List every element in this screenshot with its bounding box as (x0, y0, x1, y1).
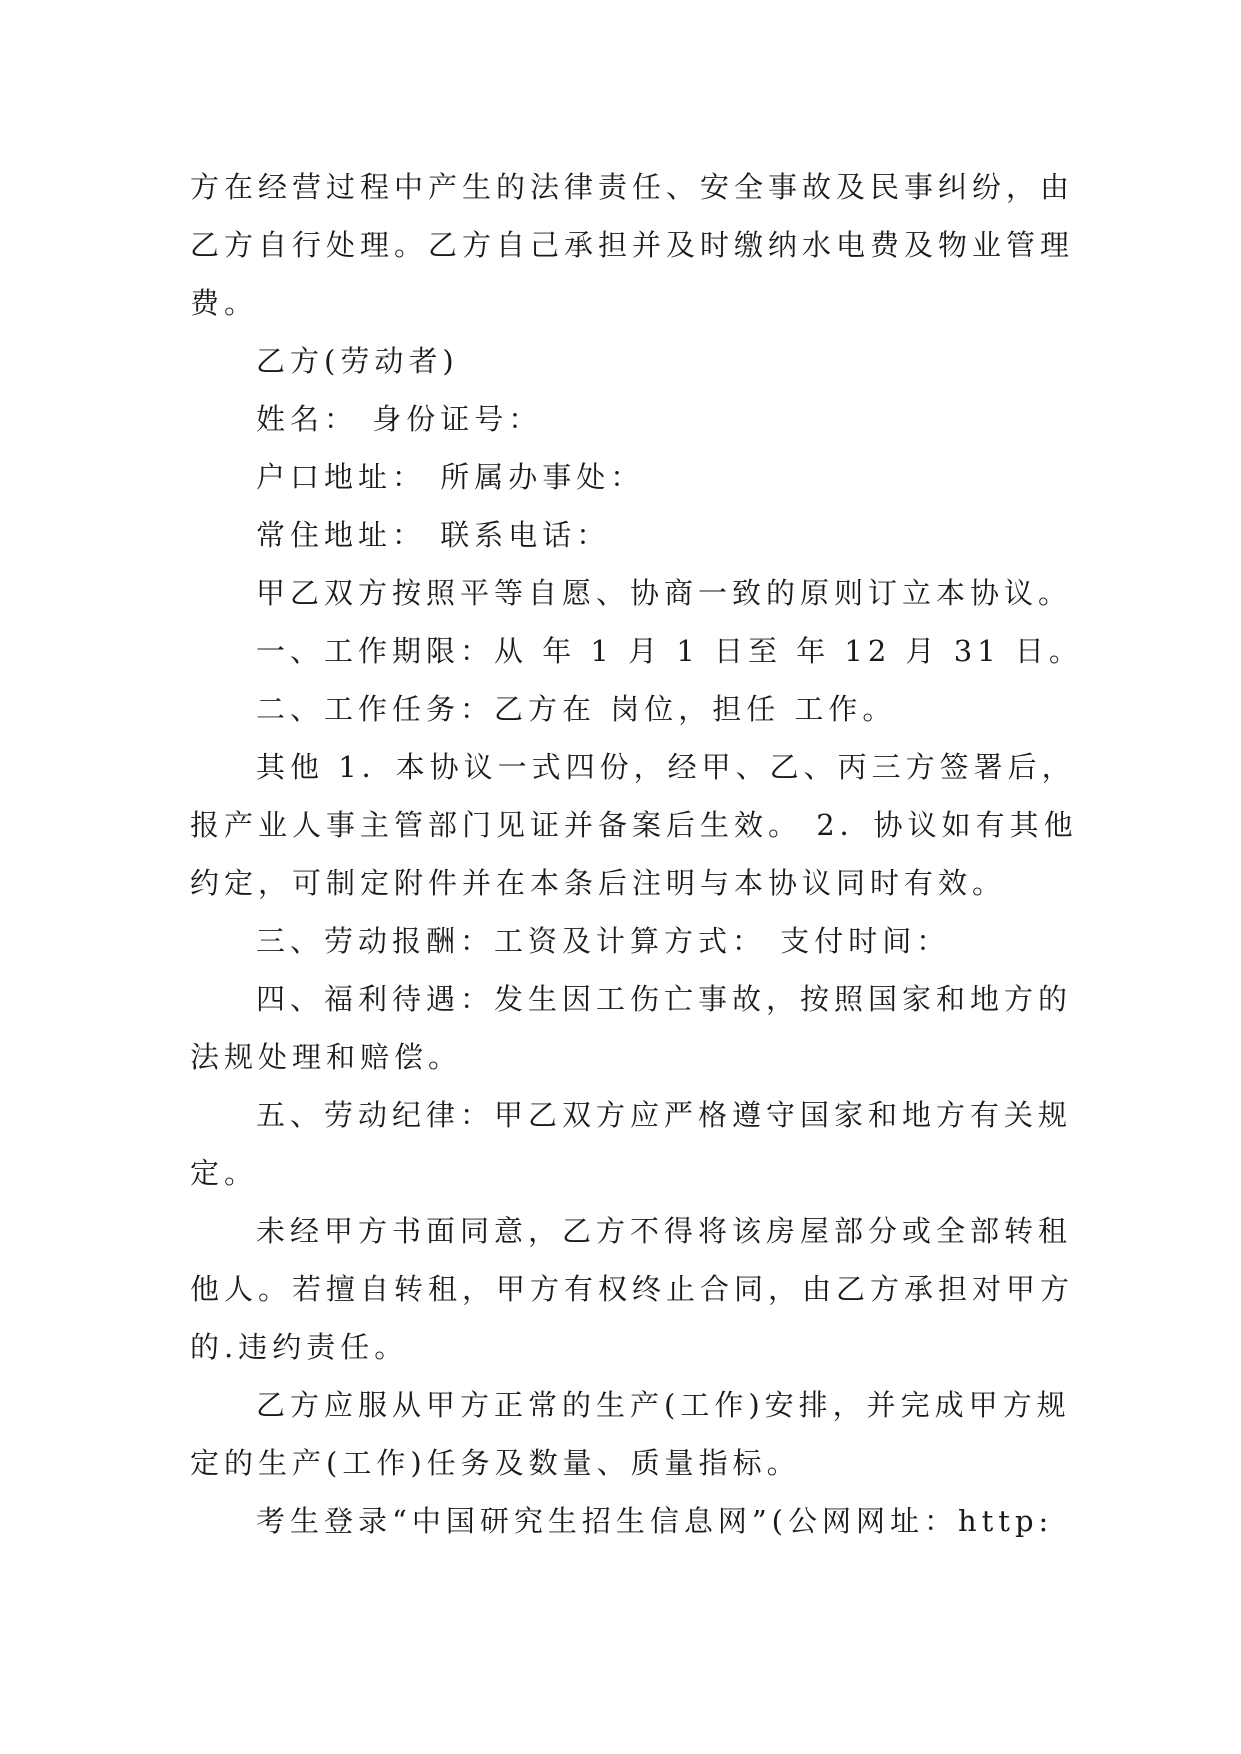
text-line: 报产业人事主管部门见证并备案后生效。 2．协议如有其他 (190, 808, 1078, 842)
text-line: 费。 (190, 286, 259, 320)
text-line: 约定，可制定附件并在本条后注明与本协议同时有效。 (190, 866, 1007, 900)
text-line: 乙方自行处理。乙方自己承担并及时缴纳水电费及物业管理 (190, 228, 1075, 262)
text-line: 法规处理和赔偿。 (190, 1040, 463, 1074)
text-line: 定的生产(工作)任务及数量、质量指标。 (190, 1446, 801, 1480)
document-body (190, 158, 1083, 1550)
sublease-paragraph: 未经甲方书面同意，乙方不得将该房屋部分或全部转租 (256, 1214, 1073, 1248)
clause-work-task: 二、工作任务：乙方在 岗位，担任 工作。 (256, 692, 897, 726)
name-id-field-line: 姓名： 身份证号： (256, 402, 543, 436)
party-b-heading: 乙方(劳动者) (256, 344, 459, 378)
clause-welfare: 四、福利待遇：发生因工伤亡事故，按照国家和地方的 (256, 982, 1073, 1016)
text-line: 他人。若擅自转租，甲方有权终止合同，由乙方承担对甲方 (190, 1272, 1075, 1306)
text-line: 的.违约责任。 (190, 1330, 409, 1364)
text-line: 方在经营过程中产生的法律责任、安全事故及民事纠纷，由 (190, 170, 1075, 204)
text-line: 定。 (190, 1156, 259, 1190)
agreement-principle-line: 甲乙双方按照平等自愿、协商一致的原则订立本协议。 (256, 576, 1073, 610)
work-arrangement-paragraph: 乙方应服从甲方正常的生产(工作)安排，并完成甲方规 (256, 1388, 1071, 1422)
clause-work-period: 一、工作期限：从 年 1 月 1 日至 年 12 月 31 日。 (256, 634, 1083, 668)
exam-login-paragraph: 考生登录“中国研究生招生信息网”(公网网址：http: (256, 1504, 1054, 1538)
clause-other: 其他 1．本协议一式四份，经甲、乙、丙三方签署后， (256, 750, 1076, 784)
clause-discipline: 五、劳动纪律：甲乙双方应严格遵守国家和地方有关规 (256, 1098, 1073, 1132)
residence-phone-line: 常住地址： 联系电话： (256, 518, 611, 552)
household-address-line: 户口地址： 所属办事处： (256, 460, 645, 494)
clause-remuneration: 三、劳动报酬：工资及计算方式： 支付时间： (256, 924, 951, 958)
